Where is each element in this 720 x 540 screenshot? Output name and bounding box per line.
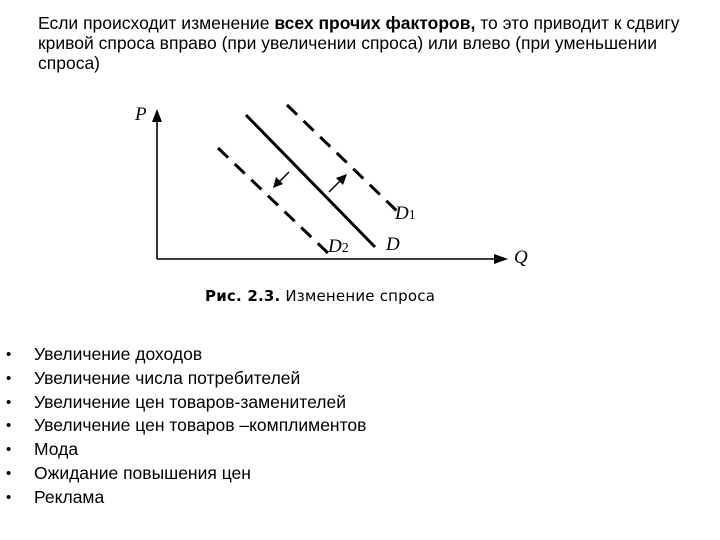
list-item-text: Увеличение доходов [34, 344, 203, 364]
list-item-text: Мода [34, 439, 79, 460]
list-item [0, 462, 366, 486]
intro-text-end: то это приводит к сдвигу кривой спроса вправо (при увеличении спроса) или влево (при уменьшении спроса) [38, 13, 680, 73]
x-axis-arrow [494, 254, 508, 264]
curve-d-label: D [386, 234, 400, 255]
y-axis-label: P [135, 104, 147, 125]
intro-paragraph [38, 13, 710, 73]
figure-caption [205, 287, 435, 305]
demand-factors-list [0, 343, 366, 510]
list-item [0, 343, 366, 367]
list-item [0, 486, 366, 510]
list-item-text: Увеличение цен товаров-заменителей [34, 391, 346, 412]
bullet-icon: • [6, 346, 12, 363]
list-item-text: Увеличение цен товаров –комплиментов [34, 415, 367, 436]
list-item-text: Увеличение числа потребителей [34, 367, 301, 388]
bullet-icon: • [6, 369, 12, 387]
y-axis-arrow [152, 109, 162, 122]
bullet-icon: • [6, 393, 12, 411]
list-item [0, 367, 366, 391]
curve-d1-label [395, 204, 416, 226]
intro-text-bold: всех прочих факторов, [274, 13, 476, 33]
curve-d2 [218, 148, 330, 255]
bullet-icon: • [6, 441, 12, 459]
list-item [0, 414, 366, 438]
list-item [0, 438, 366, 462]
curve-d2-subscript: 2 [341, 241, 349, 256]
bullet-icon: • [6, 488, 12, 506]
list-item-text: Ожидание повышения цен [34, 462, 251, 483]
intro-text-start: Если происходит изменение [38, 13, 275, 33]
curve-d1-subscript: 1 [408, 208, 416, 223]
caption-prefix: Рис. 2.3. [205, 287, 281, 305]
bullet-icon: • [6, 464, 12, 482]
list-item [0, 391, 366, 415]
curve-d [246, 115, 375, 247]
curve-d2-label [328, 237, 349, 259]
bullet-icon: • [6, 417, 12, 435]
curve-d1-letter: D [395, 203, 409, 224]
x-axis-label: Q [514, 247, 528, 268]
list-item-text: Реклама [34, 486, 105, 507]
caption-text: Изменение спроса [280, 287, 436, 305]
curve-d1 [287, 105, 398, 212]
curve-d2-letter: D [328, 236, 342, 257]
